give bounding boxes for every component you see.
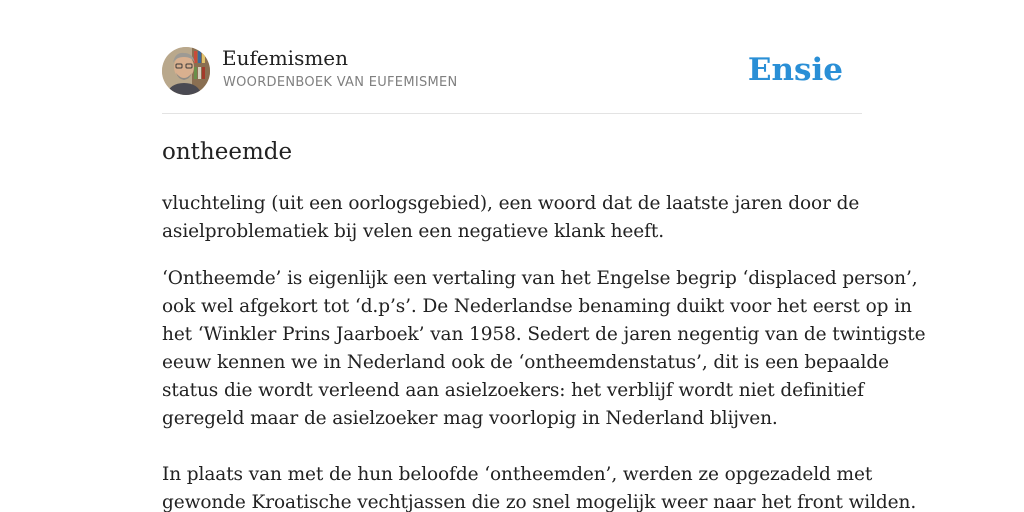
author-avatar-icon[interactable] — [162, 47, 210, 95]
paragraph-line: geregeld maar de asielzoeker mag voorlopig in Nederland blijven. — [162, 408, 778, 429]
paragraph-line: het ‘Winkler Prins Jaarboek’ van 1958. Sedert de jaren negentig van de twintigste — [162, 324, 926, 345]
paragraph-line: In plaats van met de hun beloofde ‘ontheemden’, werden ze opgezadeld met — [162, 464, 873, 485]
header-divider — [162, 113, 862, 114]
paragraph-line: ‘Ontheemde’ is eigenlijk een vertaling van het Engelse begrip ‘displaced person’, — [162, 268, 918, 289]
paragraph-line: ook wel afgekort tot ‘d.p’s’. De Nederlandse benaming duikt voor het eerst op in — [162, 296, 912, 317]
entry-definition — [162, 190, 882, 246]
definition-line: asielproblematiek bij velen een negatieve klank heeft. — [162, 221, 664, 242]
source-name[interactable]: Eufemismen — [222, 46, 349, 70]
entry-title: ontheemde — [162, 139, 293, 165]
brand-logo[interactable]: Ensie — [747, 52, 843, 88]
entry-paragraph-2 — [162, 461, 917, 512]
paragraph-line: gewonde Kroatische vechtjassen die zo snel mogelijk weer naar het front wilden. — [162, 492, 917, 512]
paragraph-line: status die wordt verleend aan asielzoekers: het verblijf wordt niet definitief — [162, 380, 864, 401]
source-subtitle: WOORDENBOEK VAN EUFEMISMEN — [223, 75, 458, 90]
entry-header — [162, 46, 862, 96]
entry-paragraph-1 — [162, 265, 926, 433]
definition-line: vluchteling (uit een oorlogsgebied), een woord dat de laatste jaren door de — [162, 193, 860, 214]
paragraph-line: eeuw kennen we in Nederland ook de ‘ontheemdenstatus’, dit is een bepaalde — [162, 352, 889, 373]
